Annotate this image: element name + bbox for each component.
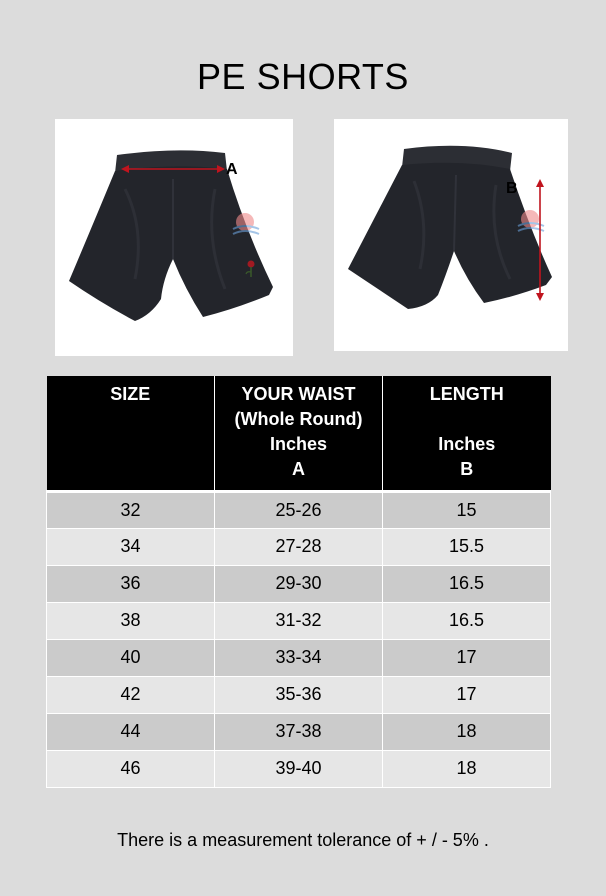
shorts-back-photo xyxy=(334,119,568,351)
tolerance-note: There is a measurement tolerance of + / - 5% . xyxy=(117,830,489,850)
cell-length: 15.5 xyxy=(383,528,551,565)
table-row xyxy=(47,602,551,639)
cell-waist: 35-36 xyxy=(215,676,383,713)
cell-waist: 39-40 xyxy=(215,750,383,787)
table-row xyxy=(47,491,551,528)
table-row xyxy=(47,639,551,676)
shorts-back-icon xyxy=(334,119,568,351)
cell-size: 38 xyxy=(47,602,215,639)
page-title: PE SHORTS xyxy=(197,56,409,97)
cell-length: 17 xyxy=(383,639,551,676)
cell-waist: 37-38 xyxy=(215,713,383,750)
cell-waist: 33-34 xyxy=(215,639,383,676)
table-header-row xyxy=(47,376,551,491)
cell-size: 32 xyxy=(47,491,215,528)
cell-length: 18 xyxy=(383,750,551,787)
cell-length: 15 xyxy=(383,491,551,528)
table-row xyxy=(47,676,551,713)
cell-length: 17 xyxy=(383,676,551,713)
cell-size: 44 xyxy=(47,713,215,750)
cell-waist: 27-28 xyxy=(215,528,383,565)
table-row xyxy=(47,750,551,787)
header-waist: YOUR WAIST (Whole Round) Inches A xyxy=(215,376,383,491)
header-length: LENGTH Inches B xyxy=(383,376,551,491)
shorts-front-photo xyxy=(55,119,293,356)
table-row xyxy=(47,565,551,602)
marker-a: A xyxy=(226,161,238,178)
size-chart-table xyxy=(46,376,551,788)
cell-waist: 29-30 xyxy=(215,565,383,602)
cell-size: 36 xyxy=(47,565,215,602)
table-row xyxy=(47,713,551,750)
cell-length: 18 xyxy=(383,713,551,750)
cell-size: 40 xyxy=(47,639,215,676)
cell-waist: 31-32 xyxy=(215,602,383,639)
cell-size: 34 xyxy=(47,528,215,565)
cell-size: 42 xyxy=(47,676,215,713)
shorts-front-icon xyxy=(55,119,293,356)
cell-length: 16.5 xyxy=(383,602,551,639)
table-row xyxy=(47,528,551,565)
header-size: SIZE xyxy=(47,376,215,491)
cell-size: 46 xyxy=(47,750,215,787)
cell-length: 16.5 xyxy=(383,565,551,602)
cell-waist: 25-26 xyxy=(215,491,383,528)
marker-b: B xyxy=(506,180,518,197)
